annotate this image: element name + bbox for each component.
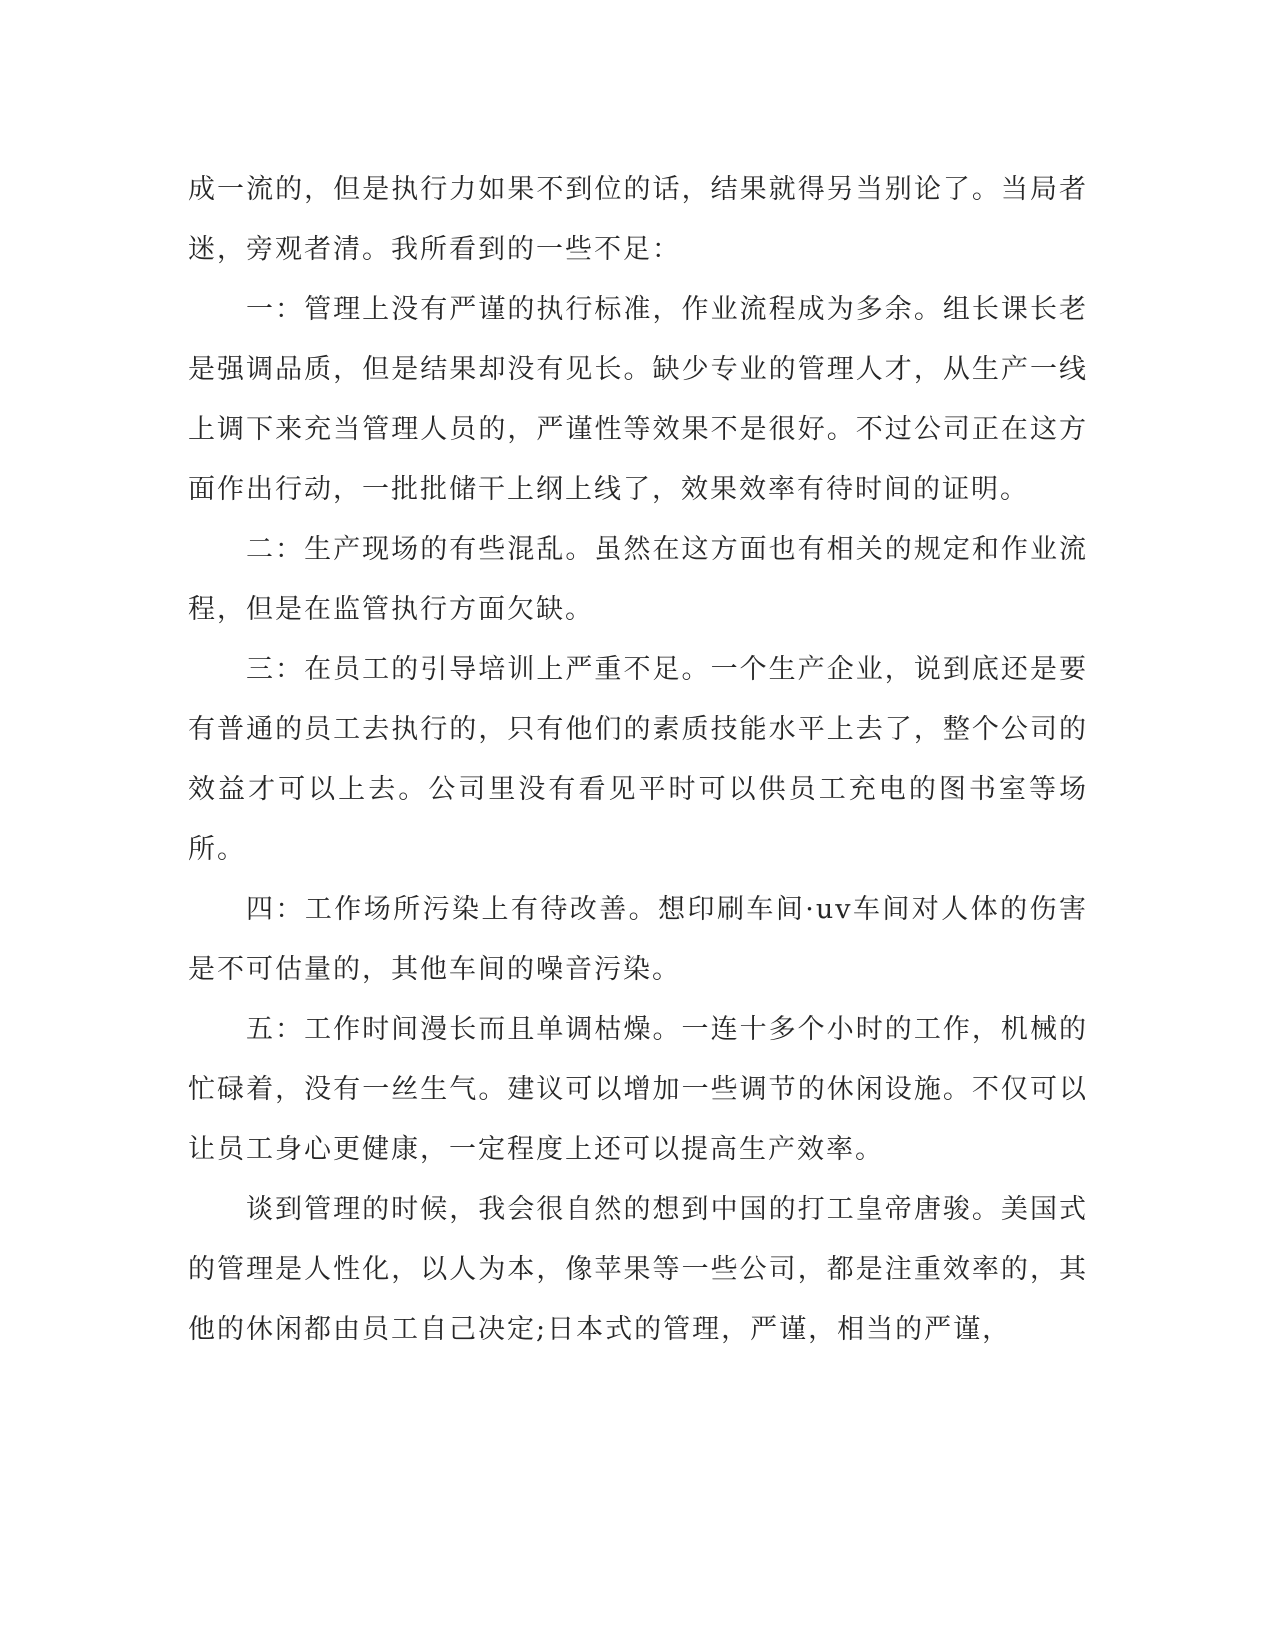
document-body [188, 160, 1088, 1360]
paragraph-continuation: 成一流的，但是执行力如果不到位的话，结果就得另当别论了。当局者迷，旁观者清。我所看到的一些不足： [188, 174, 1088, 265]
paragraph-point-four: 四：工作场所污染上有待改善。想印刷车间·uv车间对人体的伤害是不可估量的，其他车间的噪音污染。 [188, 894, 1088, 985]
paragraph-point-two: 二：生产现场的有些混乱。虽然在这方面也有相关的规定和作业流程，但是在监管执行方面欠缺。 [188, 534, 1088, 625]
paragraph-point-three: 三：在员工的引导培训上严重不足。一个生产企业，说到底还是要有普通的员工去执行的，只有他们的素质技能水平上去了，整个公司的效益才可以上去。公司里没有看见平时可以供员工充电的图书室等场所。 [188, 654, 1088, 865]
paragraph-point-one: 一：管理上没有严谨的执行标准，作业流程成为多余。组长课长老是强调品质，但是结果却没有见长。缺少专业的管理人才，从生产一线上调下来充当管理人员的，严谨性等效果不是很好。不过公司正在这方面作出行动，一批批储干上纲上线了，效果效率有待时间的证明。 [188, 294, 1088, 505]
paragraph-point-five: 五：工作时间漫长而且单调枯燥。一连十多个小时的工作，机械的忙碌着，没有一丝生气。建议可以增加一些调节的休闲设施。不仅可以让员工身心更健康，一定程度上还可以提高生产效率。 [188, 1014, 1088, 1165]
paragraph-management: 谈到管理的时候，我会很自然的想到中国的打工皇帝唐骏。美国式的管理是人性化，以人为本，像苹果等一些公司，都是注重效率的，其他的休闲都由员工自己决定;日本式的管理，严谨，相当的严谨， [188, 1194, 1088, 1345]
